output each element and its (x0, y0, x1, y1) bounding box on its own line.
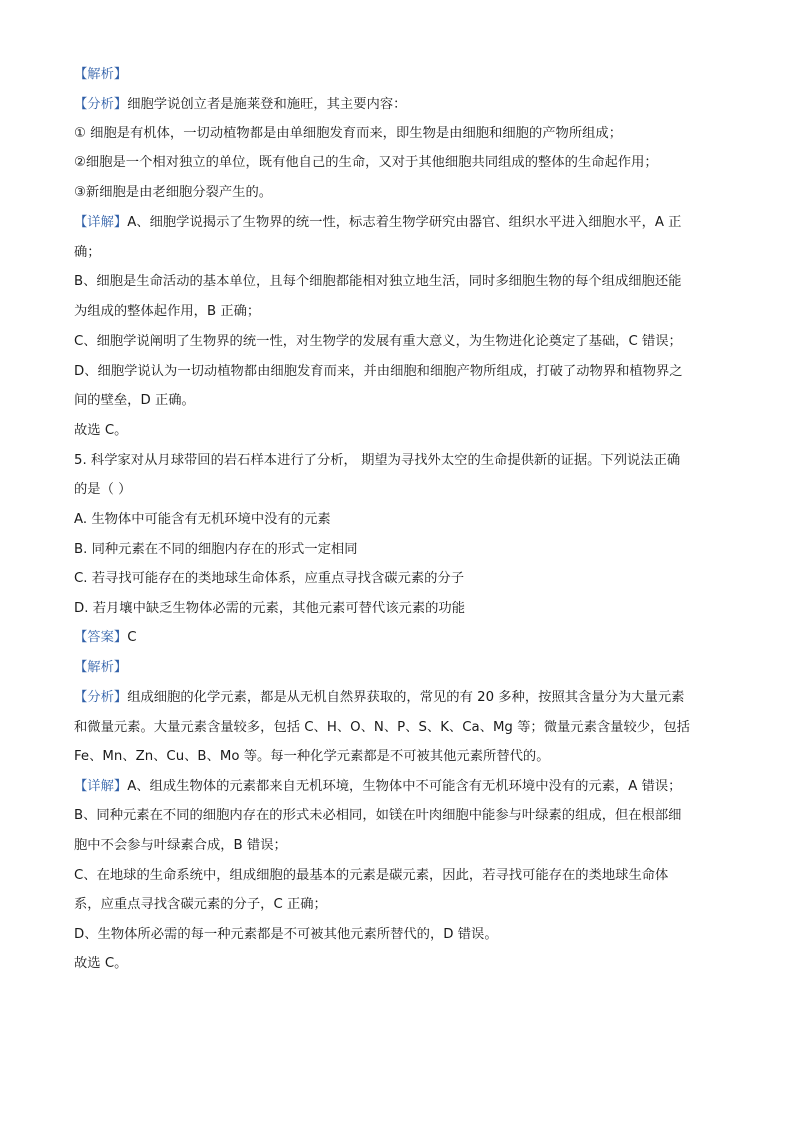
fenxi-tag: 【分析】 (74, 690, 128, 705)
answer-value: C (127, 630, 137, 645)
analysis-heading: 【解析】 (74, 67, 128, 82)
answer-tag: 【答案】 (74, 630, 128, 645)
fenxi-text: 组成细胞的化学元素，都是从无机自然界获取的，常见的有 20 多种，按照其含量分为大量元素 (127, 690, 685, 705)
xiangjie-line (74, 777, 681, 797)
xiangjie-line: 胞中不会参与叶绿素合成，B 错误； (74, 838, 287, 853)
xiangjie-line (74, 213, 681, 233)
content-point-1: ① 细胞是有机体，一切动植物都是由单细胞发育而来，即生物是由细胞和细胞的产物所组成； (74, 126, 623, 141)
question-stem: 5. 科学家对从月球带回的岩石样本进行了分析， 期望为寻找外太空的生命提供新的证据。下列说法正确 (74, 453, 681, 468)
xiangjie-line: C、在地球的生命系统中，组成细胞的最基本的元素是碳元素，因此，若寻找可能存在的类地球生命体 (74, 868, 669, 883)
fenxi-line: Fe、Mn、Zn、Cu、B、Mo 等。每一种化学元素都是不可被其他元素所替代的。 (74, 749, 550, 764)
conclusion: 故选 C。 (74, 423, 128, 438)
answer-line (74, 628, 136, 648)
option-c: C. 若寻找可能存在的类地球生命体系，应重点寻找含碳元素的分子 (74, 571, 465, 586)
xiangjie-line: B、细胞是生命活动的基本单位，且每个细胞都能相对独立地生活，同时多细胞生物的每个组成细胞还能 (74, 274, 682, 289)
option-a: A. 生物体中可能含有无机环境中没有的元素 (74, 512, 331, 527)
fenxi-tag: 【分析】 (74, 97, 128, 112)
conclusion: 故选 C。 (74, 956, 128, 971)
xiangjie-line: B、同种元素在不同的细胞内存在的形式未必相同，如镁在叶肉细胞中能参与叶绿素的组成，但在根部细 (74, 808, 682, 823)
content-point-3: ③新细胞是由老细胞分裂产生的。 (74, 185, 273, 200)
xiangjie-line: D、细胞学说认为一切动植物都由细胞发育而来，并由细胞和细胞产物所组成，打破了动物界和植物界之 (74, 364, 683, 379)
xiangjie-text: A、组成生物体的元素都来自无机环境，生物体中不可能含有无机环境中没有的元素，A 错误； (127, 779, 682, 794)
question-stem: 的是（ ） (74, 482, 132, 497)
fenxi-text: 细胞学说创立者是施莱登和施旺，其主要内容： (127, 97, 407, 112)
analysis-fenxi-line (74, 688, 684, 708)
option-b: B. 同种元素在不同的细胞内存在的形式一定相同 (74, 542, 358, 557)
xiangjie-tag: 【详解】 (74, 215, 128, 230)
xiangjie-line: D、生物体所必需的每一种元素都是不可被其他元素所替代的，D 错误。 (74, 927, 498, 942)
fenxi-line: 和微量元素。大量元素含量较多，包括 C、H、O、N、P、S、K、Ca、Mg 等；微量元素含量较少，包括 (74, 720, 690, 735)
xiangjie-line: C、细胞学说阐明了生物界的统一性，对生物学的发展有重大意义，为生物进化论奠定了基础，C 错误； (74, 334, 682, 349)
xiangjie-tag: 【详解】 (74, 779, 128, 794)
option-d: D. 若月壤中缺乏生物体必需的元素，其他元素可替代该元素的功能 (74, 601, 466, 616)
content-point-2: ②细胞是一个相对独立的单位，既有他自己的生命，又对于其他细胞共同组成的整体的生命起作用； (74, 155, 658, 170)
analysis-fenxi-line (74, 95, 406, 115)
xiangjie-text: A、细胞学说揭示了生物界的统一性，标志着生物学研究由器官、组织水平进入细胞水平，A 正 (127, 215, 682, 230)
analysis-heading: 【解析】 (74, 660, 128, 675)
xiangjie-line: 为组成的整体起作用，B 正确； (74, 304, 261, 319)
xiangjie-line: 系，应重点寻找含碳元素的分子，C 正确； (74, 897, 327, 912)
xiangjie-line: 间的壁垒，D 正确。 (74, 393, 195, 408)
xiangjie-line: 确； (74, 245, 101, 260)
